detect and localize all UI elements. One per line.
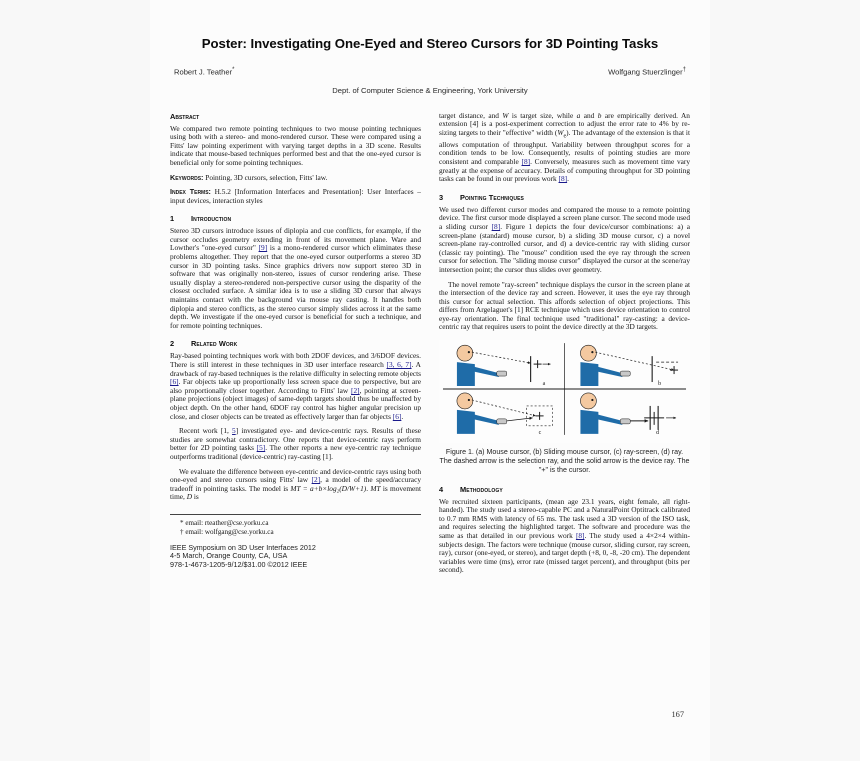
- section-heading-methodology: [439, 485, 690, 494]
- section-number-2: 2: [170, 339, 175, 349]
- section-number-3: 3: [439, 192, 444, 202]
- section-heading-introduction: [170, 214, 421, 223]
- section-number-1: 1: [170, 214, 175, 224]
- citation-6[interactable]: [6]: [170, 377, 179, 387]
- index-terms-text: H.5.2 [Information Interfaces and Presentation]: User Interfaces – input devices, interaction styles: [170, 187, 421, 205]
- affiliation: Dept. of Computer Science & Engineering, York University: [332, 85, 528, 95]
- section-title-3: Pointing Techniques: [460, 192, 524, 202]
- citation-8-b[interactable]: [8]: [558, 174, 568, 184]
- copyright-isbn: 978-1-4673-1205-9/12/$31.00 ©2012 IEEE: [170, 559, 308, 569]
- footnotes-block: [170, 519, 421, 538]
- citation-2[interactable]: [2]: [351, 385, 360, 395]
- methodology-paragraph: We recruited sixteen participants, (mean age 23.1 years, eight female, all right-handed). The study used a stereo-capable PC and a NaturalPoint Optitrack calibrated to 0.7 mm RMS with latency of 65 ms. The task used a 3D version of the ISO task, and requires selecting the highlighted target. The software and procedure was the same as that detailed in our previous work [8]. The study used a 4×2×4 within-subjects design. The factors were technique (mouse cursor, sliding cursor, ray screen, ray), cursor (one-eyed, or stereo), and target depth (+8, 0, -8, -20 cm). The dependent variables were time (ms), error rate (missed target percent), and throughput (bits per second).: [439, 496, 690, 575]
- we-subscript: e: [563, 133, 567, 140]
- copyright-block: [170, 544, 421, 570]
- section-number-4: 4: [439, 484, 444, 494]
- d-symbol: D: [186, 492, 193, 502]
- citation-6-b[interactable]: [6]: [392, 411, 402, 421]
- footnote-divider: [170, 514, 421, 515]
- left-column: [170, 112, 421, 581]
- section-heading-related-work: [170, 339, 421, 348]
- footnote-email-2: † email: wolfgang@cse.yorku.ca: [180, 528, 274, 537]
- page-title: Poster: Investigating One-Eyed and Stereo Cursors for 3D Pointing Tasks: [201, 36, 659, 51]
- page-number: 167: [671, 710, 684, 719]
- citation-8[interactable]: [8]: [521, 156, 531, 166]
- figure-1: [439, 340, 690, 476]
- author-left-footnote-mark: *: [232, 67, 235, 73]
- figure-1-svg: [439, 340, 690, 438]
- right-column: [439, 112, 690, 581]
- figure-1-caption: Figure 1. (a) Mouse cursor, (b) Sliding mouse cursor, (c) ray-screen, (d) ray. The dashed arrow is the selection ray, and the solid arrow is the device ray. The "+" is the cursor.: [439, 448, 690, 475]
- section-heading-pointing-techniques: [439, 193, 690, 202]
- conference-location: 4-5 March, Orange County, CA, USA: [170, 551, 288, 561]
- related-work-paragraph-2: Recent work [1, 5] investigated eye- and device-centric rays. Results of these studies are somewhat contradictory. One reports that device-centric rays perform better for 2D pointing tasks [5]. The other reports a new eye-centric ray technique outperforms traditional (device-centric) ray-casting [1].: [170, 426, 421, 461]
- b-symbol: b: [597, 110, 602, 120]
- svg-text:b: b: [658, 381, 662, 388]
- citation-8-c[interactable]: [8]: [491, 221, 501, 231]
- section-title-1: Introduction: [191, 214, 232, 224]
- index-terms-label: Index Terms:: [170, 187, 211, 197]
- paper-sheet: [150, 0, 710, 761]
- footnote-email-1: * email: rteather@cse.yorku.ca: [180, 518, 269, 527]
- author-left: Robert J. Teather*: [174, 67, 235, 77]
- author-line: [174, 67, 686, 77]
- abstract-heading: Abstract: [170, 111, 200, 121]
- section-title-4: Methodology: [460, 484, 503, 494]
- fitts-law-formula: MT = a+b×log₂(D/W+1): [290, 483, 367, 493]
- author-right-footnote-mark: †: [682, 67, 686, 73]
- figure-panel-b: [580, 345, 678, 387]
- citation-5-b[interactable]: [5]: [256, 443, 266, 453]
- citation-9[interactable]: [9]: [258, 243, 268, 253]
- keywords-label: Keywords:: [170, 172, 204, 182]
- abstract-text: We compared two remote pointing techniques to two mouse pointing techniques using both with a stereo- and mono-rendered cursor. These were compared using a Fitts' law pointing experiment with varying target depths in a 3D scene. Results indicate that mouse-based techniques performed best and that the one-eyed cursor is beneficial only for some pointing techniques.: [170, 123, 421, 167]
- figure-panel-c: [457, 393, 553, 436]
- svg-text:c: c: [538, 429, 542, 436]
- we-symbol: W: [557, 127, 564, 137]
- related-work-paragraph-1: Ray-based pointing techniques work with both 2DOF devices, and 3/6DOF devices. There is still interest in these techniques in 3D user interface research [3, 6, 7]. A drawback of ray-based techniques is the relative difficulty in selecting remote objects [6]. Far objects take up proportionally less screen space due to perspective, but are also proportionally closer together. According to Fitts' law [2], pointing at screen-plane projections (object images) of same-depth targets should thus be unaffected by object depth. On the other hand, 6DOF ray control has higher angular precision up close, and closer objects can be treated as effectively larger than far objects [6].: [170, 351, 421, 421]
- conference-name: IEEE Symposium on 3D User Interfaces 2012: [170, 542, 316, 552]
- citation-2-b[interactable]: [2]: [311, 475, 321, 485]
- keywords-text: Pointing, 3D cursors, selection, Fitts' law.: [203, 172, 328, 182]
- mt-symbol: MT: [370, 483, 381, 493]
- citation-3-6-7[interactable]: [3, 6, 7]: [386, 360, 412, 369]
- citation-8-d[interactable]: [8]: [575, 531, 585, 541]
- citation-5[interactable]: 5: [232, 426, 236, 436]
- related-work-paragraph-3: We evaluate the difference between eye-centric and device-centric rays using both one-eyed and stereo cursors using Fitts' law [2], a model of the speed/accuracy tradeoff in pointing tasks. The model is MT = a+b×log₂(D/W+1). MT is movement time, D is: [170, 466, 422, 502]
- svg-text:d: d: [656, 429, 660, 436]
- index-terms-line: [170, 188, 421, 205]
- pointing-techniques-paragraph-1: We used two different cursor modes and compared the mouse to a remote pointing device. The first cursor mode displayed a screen plane cursor. The second mode used a sliding cursor [8]. Figure 1 depicts the four device/cursor combinations: a) a screen-plane (standard) mouse cursor, b) a sliding 3D mouse cursor, c) a novel screen-plane ray-controlled cursor, and d) a device-centric ray with sliding cursor (classic ray pointing). The "mouse" condition used the eye ray through the screen cursor for selection. The "sliding mouse cursor" displayed the cursor at the scene/ray intersection point; the cursor thus slides over geometry.: [439, 204, 690, 274]
- author-right: Wolfgang Stuerzlinger†: [608, 67, 686, 77]
- two-column-body: [170, 112, 690, 581]
- a-symbol: a: [576, 110, 581, 120]
- figure-panel-a: [457, 345, 551, 387]
- figure-1-image: [439, 340, 690, 443]
- keywords-line: [170, 174, 421, 183]
- figure-panel-d: [580, 393, 676, 436]
- fitts-continuation-paragraph: target distance, and W is target size, while a and b are empirically derived. An extension [4] is a post-experiment correction to adjust the error rate to 4% by re-sizing targets to their "effective" width $(W_e)$. The advantage of the extension is that it allows computation of throughput. Variability between throughput scores for a condition tends to be low. Consequently, results of pointing studies are more consistent and comparable [8]. Conversely, measures such as movement time vary greatly at the expense of accuracy. Details of computing throughput for 3D pointing tasks can be found in our previous work [8].: [439, 110, 691, 184]
- pointing-techniques-paragraph-2: The novel remote "ray-screen" technique displays the cursor in the screen plane at the intersection of the device ray and screen. However, it uses the eye ray through this cursor for actual selection. This affords selection of object projections. This differs from Argelaguet's [1] RCE technique which uses device orientation to control eye-ray orientation. The final technique used "traditional" ray-casting: a device-centric ray that requires users to point the device directly at the 3D targets.: [439, 279, 690, 332]
- section-title-2: Related Work: [191, 339, 238, 349]
- svg-text:a: a: [542, 381, 546, 388]
- introduction-paragraph: Stereo 3D cursors introduce issues of diplopia and cue conflicts, for example, if the cursor occludes geometry extending in front of its movement plane. Ware and Lowther's "one-eyed cursor" [9] is a mono-rendered cursor which eliminates these problems altogether. They report that the one-eyed cursor outperforms a stereo 3D cursor in 3D pointing tasks. Since graphics drivers now support stereo 3D in software that was originally non-stereo, issues of cursor rendering arise. These usually display a stereo-rendered non-perspective cursor using the disparity of the closest occluded surface. A similar idea is to use a sliding 3D cursor that always maintains contact with the background via mouse ray casting. It handles both diplopia and stereo conflicts, as the stereo cursor simply slides across it at the same depth. We investigate if the one-eyed cursor is beneficial for such a technique, and for remote pointing techniques.: [170, 226, 421, 330]
- w-symbol: W: [502, 110, 509, 120]
